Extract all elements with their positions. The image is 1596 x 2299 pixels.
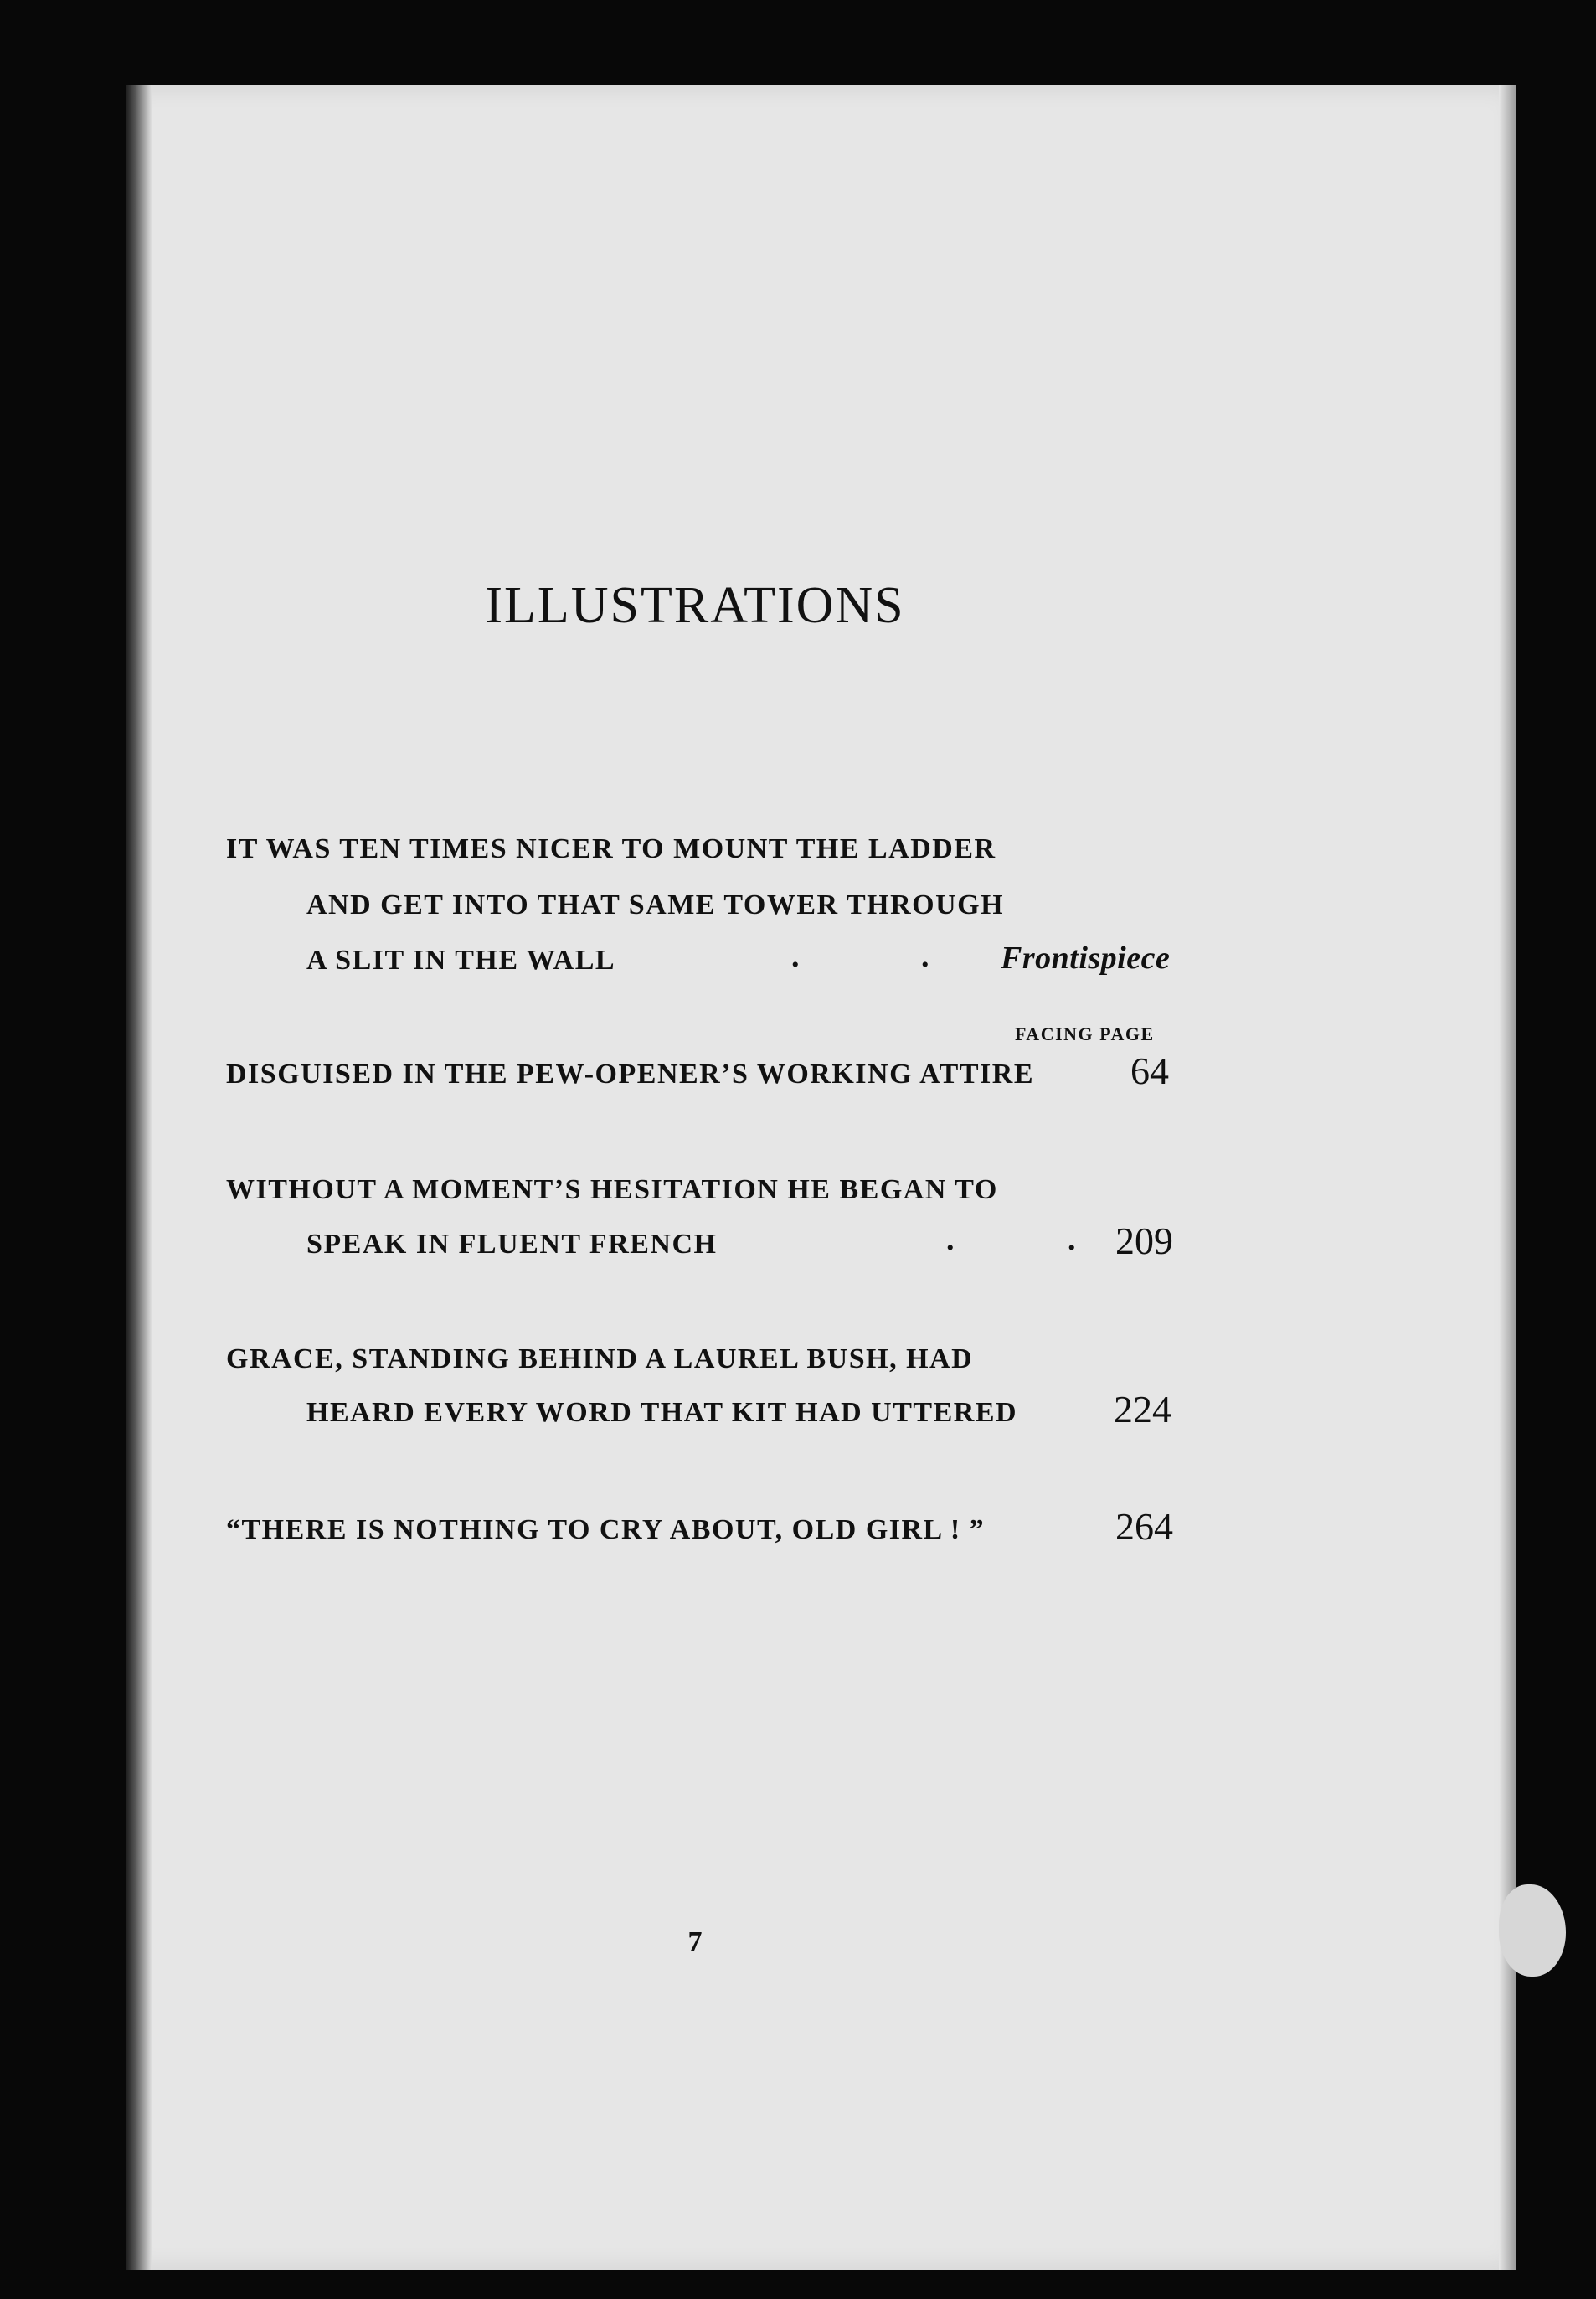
entry-4-line-1: GRACE, STANDING BEHIND A LAUREL BUSH, HAD xyxy=(226,1343,974,1374)
page-title: ILLUSTRATIONS xyxy=(485,577,905,634)
leader-dot: . xyxy=(1068,1222,1076,1257)
entry-2-page: 64 xyxy=(1130,1049,1169,1092)
entry-4-page: 224 xyxy=(1114,1388,1171,1430)
paper-blotch xyxy=(1499,1884,1566,1977)
entry-5-line-1: “THERE IS NOTHING TO CRY ABOUT, OLD GIRL ! ” xyxy=(226,1514,986,1545)
entry-3-line-2: SPEAK IN FLUENT FRENCH xyxy=(306,1229,718,1260)
entry-2-line-1: DISGUISED IN THE PEW-OPENER’S WORKING ATTIRE xyxy=(226,1059,1034,1090)
facing-page-label: FACING PAGE xyxy=(1015,1023,1155,1044)
entry-1-line-3: A SLIT IN THE WALL xyxy=(306,945,616,976)
entry-4-line-2: HEARD EVERY WORD THAT KIT HAD UTTERED xyxy=(306,1397,1018,1428)
entry-3-line-1: WITHOUT A MOMENT’S HESITATION HE BEGAN TO xyxy=(226,1174,998,1205)
leader-dot: . xyxy=(791,939,800,974)
entry-1-line-2: AND GET INTO THAT SAME TOWER THROUGH xyxy=(306,889,1005,920)
entry-3-page: 209 xyxy=(1115,1219,1173,1262)
entry-1-line-1: IT WAS TEN TIMES NICER TO MOUNT THE LADDER xyxy=(226,833,996,864)
entry-5-page: 264 xyxy=(1115,1505,1173,1548)
leader-dot: . xyxy=(946,1222,955,1257)
leader-dot: . xyxy=(921,939,929,974)
page-number: 7 xyxy=(687,1926,703,1957)
entry-1-page: Frontispiece xyxy=(1001,941,1171,976)
